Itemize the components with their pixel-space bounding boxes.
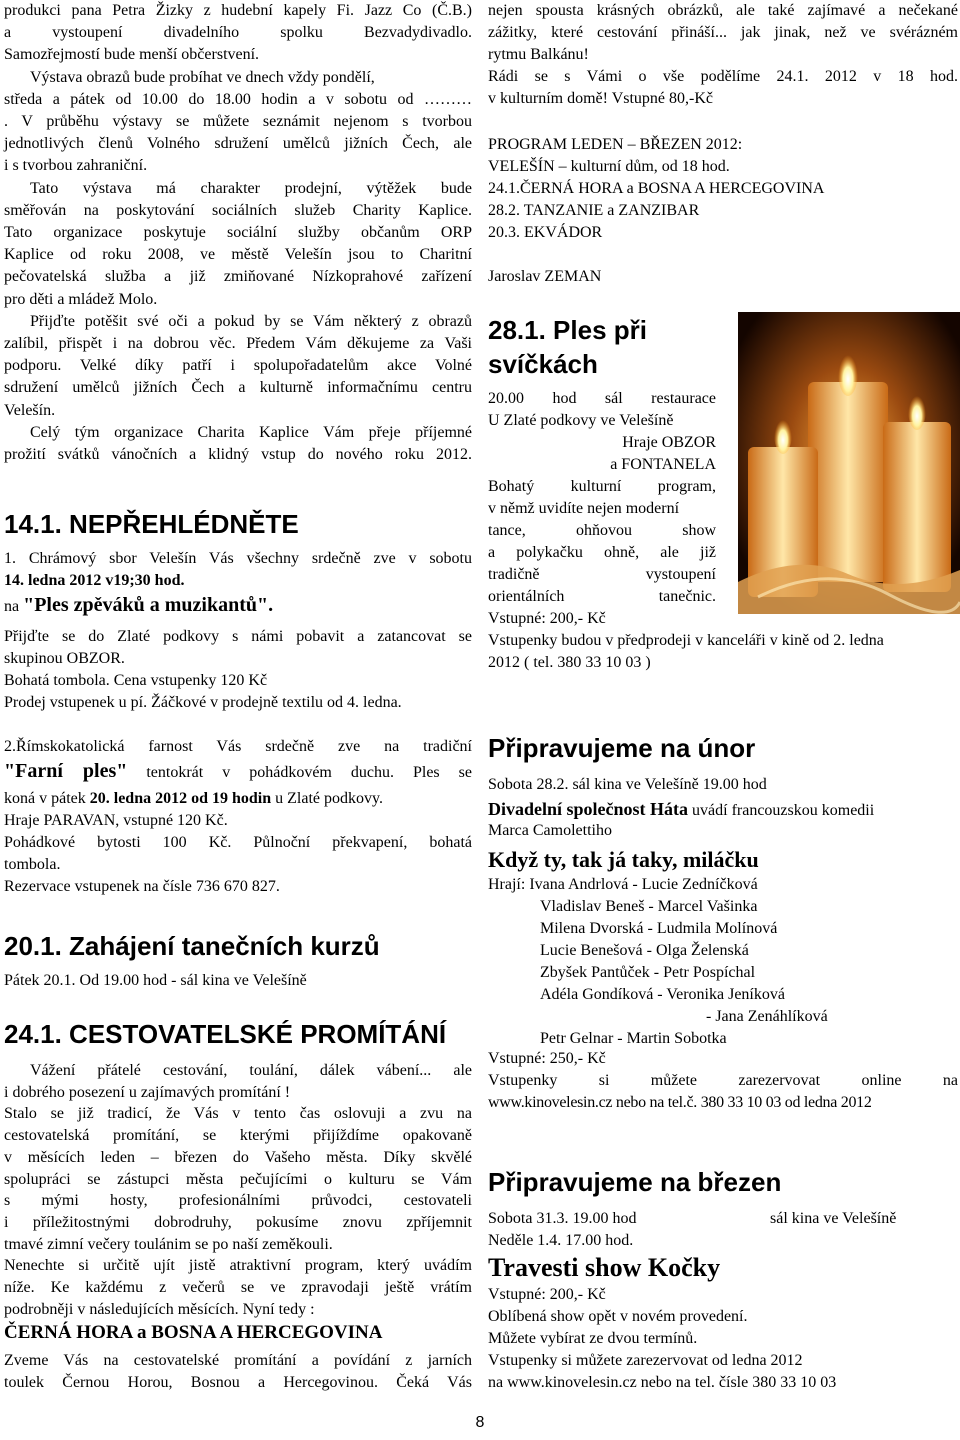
travel-destination-heading: ČERNÁ HORA a BOSNA A HERCEGOVINA (4, 1322, 383, 1343)
text-line: Bohatý kulturní program, (488, 478, 716, 495)
text-line: rytmu Balkánu! (488, 46, 589, 63)
text-line: tmavé zimní večery toulánim se po naší zeměkouli. (4, 1235, 333, 1253)
text-line: a vystoupení divadelního spolku Bezvadydivadlo. (4, 24, 472, 42)
text-line: i příležitostnými dobrodruhy, pokusíme znovu zpříjemnit (4, 1213, 472, 1231)
cast-line: Hrají: Ivana Andrlová - Lucie Zedníčková (488, 876, 758, 893)
text-line: VELEŠÍN – kulturní dům, od 18 hod. (488, 158, 730, 175)
text-line: Vstupné: 200,- Kč (488, 1286, 606, 1303)
text-line: 14. ledna 2012 v19;30 hod. (4, 572, 185, 589)
text-line: Vstupné: 200,- Kč (488, 610, 606, 627)
text-line: v němž uvidíte nejen moderní (488, 500, 680, 517)
play-title: Když ty, tak já taky, miláčku (488, 847, 759, 872)
text-line: Stalo se již tradicí, že Vás v tento čas oslovuji a zvu na (4, 1105, 472, 1123)
text-line: tombola. (4, 856, 61, 873)
text-line: a FONTANELA (610, 456, 716, 473)
text-line: tradičně vystoupení (488, 566, 716, 583)
text-line: Samozřejmostí bude menší občerstvení. (4, 46, 260, 64)
text-line: koná v pátek 20. ledna 2012 od 19 hodin u Zlaté podkovy. (4, 790, 383, 807)
text-line: v kulturním domě! Vstupné 80,-Kč (488, 90, 714, 107)
text-line: Oblíbená show opět v novém provedení. (488, 1308, 748, 1325)
text-line: Hraje OBZOR (622, 434, 716, 451)
heading-20-1: 20.1. Zahájení tanečních kurzů (4, 931, 380, 961)
text-line: Pátek 20.1. Od 19.00 hod - sál kina ve Velešíně (4, 972, 307, 989)
text-line: orientálních tanečnic. (488, 588, 716, 605)
text-line: podporu. Velké díky patří i spolupořadatelům akce Volné (4, 357, 472, 375)
heading-14-1: 14.1. NEPŘEHLÉDNĚTE (4, 509, 299, 539)
cast-line: Vladislav Beneš - Marcel Vašinka (540, 898, 758, 915)
text-line: středa a pátek od 10.00 do 18.00 hodin a v sobotu od ……… (4, 90, 472, 108)
text-line: Výstava obrazů bude probíhat ve dnech vždy pondělí, (30, 68, 375, 86)
text-line: Pohádkové bytosti 100 Kč. Půlnoční překvapení, bohatá (4, 834, 472, 851)
heading-ples-line2: svíčkách (488, 349, 598, 379)
text-line: cestovatelská promítání, se kterými přijíždíme opakovaně (4, 1127, 472, 1145)
text-line: 2.Římskokatolická farnost Vás srdečně zve na tradiční (4, 738, 472, 755)
text-line: Celý tým organizace Charita Kaplice Vám přeje příjemné (30, 423, 472, 441)
text-line: sdružení umělců jižních Čech a kulturně informačnímu centru (4, 379, 472, 397)
text-line: Marca Camolettiho (488, 822, 612, 839)
text-line: www.kinovelesin.cz nebo na tel.č. 380 33 10 03 od ledna 2012 (488, 1094, 872, 1111)
text-line: nejen spousta krásných obrázků, ale také zajímavé a nečekané (488, 2, 958, 19)
text-line: zážitky, které cestování přináší... jak jinak, než ve svérázném (488, 24, 958, 41)
text-line: Tato organizace poskytuje sociální služby občanům ORP (4, 224, 472, 241)
text-line: PROGRAM LEDEN – BŘEZEN 2012: (488, 136, 743, 153)
text-line: Prodej vstupenek u pí. Žáčkové v prodejně textilu od 4. ledna. (4, 694, 402, 711)
text-line: Sobota 28.2. sál kina ve Velešíně 19.00 hod (488, 776, 767, 793)
text-line: na www.kinovelesin.cz nebo na tel. čísle 380 33 10 03 (488, 1374, 837, 1391)
cast-line: - Jana Zenáhlíková (706, 1008, 828, 1025)
text-line: zalíbil, přispět i na dobrou věc. Předem Vám děkujeme za Vaši (4, 335, 472, 352)
text-line: Vstupenky si můžete zarezervovat od ledna 2012 (488, 1352, 803, 1369)
text-line: pro děti a mládež Molo. (4, 290, 158, 308)
text-line: Bohatá tombola. Cena vstupenky 120 Kč (4, 672, 268, 689)
text-line: skupinou OBZOR. (4, 650, 125, 667)
text-line: 1. Chrámový sbor Velešín Vás všechny srdečně zve v sobotu (4, 550, 472, 567)
text-line: . V průběhu výstavy se můžete seznámit nejenom s tvorbou (4, 113, 472, 130)
text-line: Hraje PARAVAN, vstupné 120 Kč. (4, 812, 228, 829)
text-line: Tato výstava má charakter prodejní, výtěžek bude (30, 179, 472, 197)
text-line: Kaplice od roku 2008, ve městě Velešín jsou to Charitní (4, 246, 472, 264)
page-number: 8 (475, 1414, 485, 1431)
heading-unor: Připravujeme na únor (488, 733, 756, 763)
text-line: a polykačku ohně, ale již (488, 544, 716, 561)
heading-ples-line1: 28.1. Ples při (488, 315, 647, 345)
text-line: prožití svátků vánočních a klidný vstup do nového roku 2012. (4, 446, 472, 463)
text-line: s mými hosty, profesionálními průvodci, cestovateli (4, 1192, 472, 1210)
text-line: Neděle 1.4. 17.00 hod. (488, 1232, 634, 1249)
text-line: směřován na poskytování sociálních služeb Charity Kaplice. (4, 201, 472, 219)
text-line: Přijďte potěšit své oči a pokud by se Vám některý z obrazů (30, 312, 472, 330)
text-line: na "Ples zpěváků a muzikantů". (4, 594, 274, 616)
text-line: Vstupenky si můžete zarezervovat online na (488, 1072, 958, 1089)
text-line: pečovatelská služba a již zmiňované Nízkoprahové zařízení (4, 268, 472, 286)
text-line: Vstupné: 250,- Kč (488, 1050, 606, 1067)
text-line: i s tvorbou zahraniční. (4, 157, 148, 175)
text-line: 28.2. TANZANIE a ZANZIBAR (488, 202, 700, 219)
text-line: toulek Černou Horou, Bosnou a Hercegovinou. Čeká Vás (4, 1374, 472, 1391)
text-line: Můžete vybírat ze dvou termínů. (488, 1330, 698, 1347)
candles-photo-icon (738, 312, 960, 614)
heading-brezen: Připravujeme na březen (488, 1167, 782, 1197)
cast-line: Milena Dvorská - Ludmila Molínová (540, 920, 778, 937)
text-line: jednotlivých členů Volného sdružení umělců jižních Čech, ale (4, 135, 472, 153)
text-line: Velešín. (4, 401, 56, 419)
text-line: U Zlaté podkovy ve Velešíně (488, 412, 674, 429)
text-line: Přijďte se do Zlaté podkovy s námi pobavit a zatancovat se (4, 628, 472, 645)
cast-line: Lucie Benešová - Olga Želenská (540, 942, 749, 959)
text-line: 20.00 hod sál restaurace (488, 390, 716, 407)
text-line: Rádi se s Vámi o vše podělíme 24.1. 2012 v 18 hod. (488, 68, 958, 85)
text-line: produkci pana Petra Žizky z hudební kapely Fi. Jazz Co (Č.B.) (4, 2, 472, 19)
text-line: Rezervace vstupenek na čísle 736 670 827. (4, 878, 280, 895)
text-line: spolupráci se zástupci města pečujícími o kulturu se Vám (4, 1170, 472, 1188)
show-title: Travesti show Kočky (488, 1253, 721, 1282)
text-line: níže. Ke každému z večerů se ve zpravodaji ještě vrátím (4, 1279, 472, 1296)
text-line: Nenechte si určitě ujít jistě atraktivní program, který uvádím (4, 1257, 472, 1275)
cast-line: Petr Gelnar - Martin Sobotka (540, 1030, 727, 1047)
heading-24-1: 24.1. CESTOVATELSKÉ PROMÍTÁNÍ (4, 1019, 447, 1049)
text-line: Divadelní společnost Háta uvádí francouzskou komedii (488, 799, 875, 819)
text-line: 2012 ( tel. 380 33 10 03 ) (488, 654, 651, 671)
text-line: "Farní ples" tentokrát v pohádkovém duchu. Ples se (4, 760, 472, 782)
signature: Jaroslav ZEMAN (488, 268, 602, 285)
text-line: Zveme Vás na cestovatelské promítání a povídání z jarních (4, 1352, 472, 1369)
text-line: Vážení přátelé cestování, toulání, dálek vábení... ale (30, 1062, 472, 1079)
text-line: tance, ohňovou show (488, 522, 716, 539)
text-line: v měsících leden – březen do Vašeho města. Díky skvělé (4, 1148, 472, 1166)
text-line: 20.3. EKVÁDOR (488, 224, 603, 241)
text-line: podrobněji v následujících měsících. Nyní tedy : (4, 1300, 315, 1318)
cast-line: Zbyšek Pantůček - Petr Pospíchal (540, 964, 756, 981)
text-line: Sobota 31.3. 19.00 hod sál kina ve Velešíně (488, 1210, 897, 1227)
text-line: 24.1.ČERNÁ HORA a BOSNA A HERCEGOVINA (488, 180, 825, 197)
cast-line: Adéla Gondíková - Veronika Jeníková (540, 986, 785, 1003)
text-line: i dobrého posezení u zajímavých promítání ! (4, 1083, 291, 1101)
text-line: Vstupenky budou v předprodeji v kanceláři v kině od 2. ledna (488, 632, 884, 649)
